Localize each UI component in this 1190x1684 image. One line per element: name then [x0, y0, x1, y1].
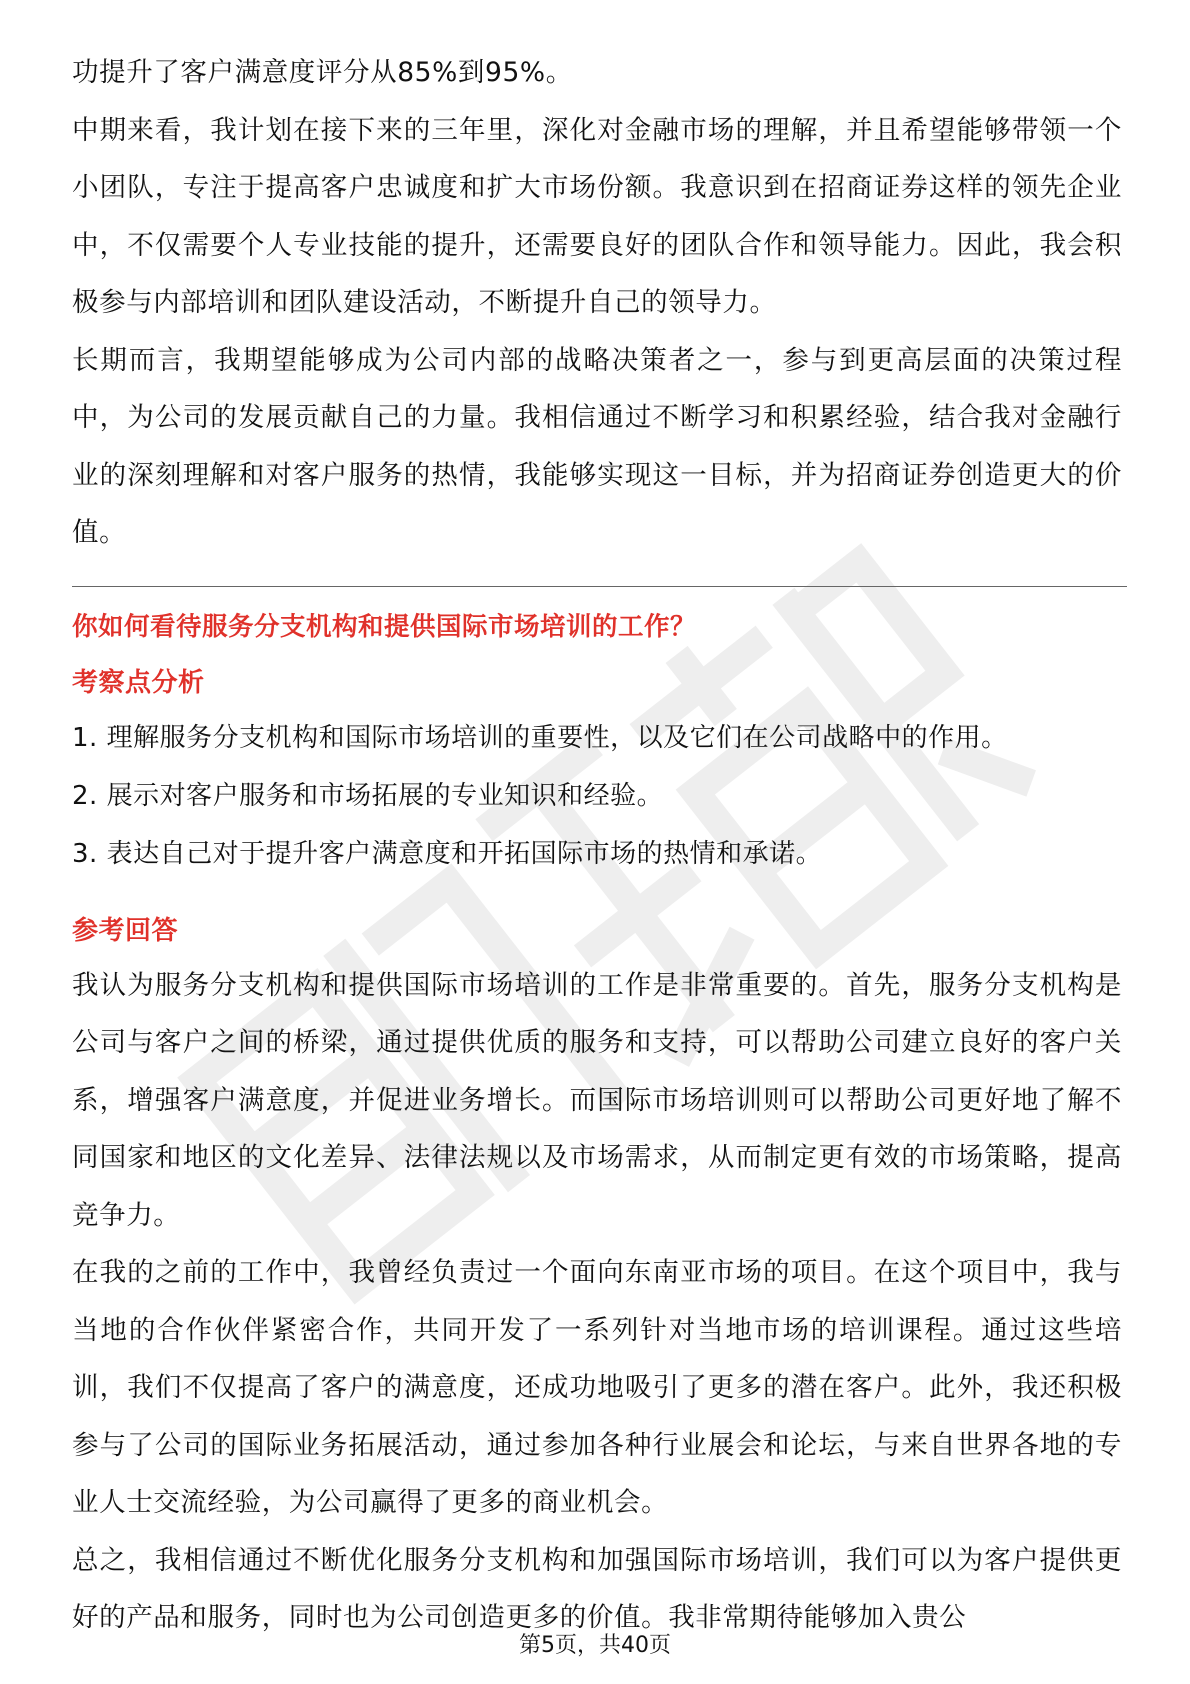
analysis-item-1: 1. 理解服务分支机构和国际市场培训的重要性，以及它们在公司战略中的作用。: [72, 722, 1008, 753]
answer-paragraph-2: 在我的之前的工作中，我曾经负责过一个面向东南亚市场的项目。在这个项目中，我与当地的合作伙伴紧密合作，共同开发了一系列针对当地市场的培训课程。通过这些培训，我们不仅提高了客户的满意度，还成功地吸引了更多的潜在客户。此外，我还积极参与了公司的国际业务拓展活动，通过参加各种行业展会和论坛，与来自世界各地的专业人士交流经验，为公司赢得了更多的商业机会。: [72, 1257, 1122, 1518]
answer-title: 参考回答: [72, 915, 179, 946]
analysis-item-2: 2. 展示对客户服务和市场拓展的专业知识和经验。: [72, 780, 664, 811]
answer-paragraph-1: 我认为服务分支机构和提供国际市场培训的工作是非常重要的。首先，服务分支机构是公司与客户之间的桥梁，通过提供优质的服务和支持，可以帮助公司建立良好的客户关系，增强客户满意度，并促进业务增长。而国际市场培训则可以帮助公司更好地了解不同国家和地区的文化差异、法律法规以及市场需求，从而制定更有效的市场策略，提高竞争力。: [72, 969, 1122, 1231]
paragraph-2: 中期来看，我计划在接下来的三年里，深化对金融市场的理解，并且希望能够带领一个小团队，专注于提高客户忠诚度和扩大市场份额。我意识到在招商证券这样的领先企业中，不仅需要个人专业技能的提升，还需要良好的团队合作和领导能力。因此，我会积极参与内部培训和团队建设活动，不断提升自己的领导力。: [72, 114, 1122, 318]
question-heading: 你如何看待服务分支机构和提供国际市场培训的工作？: [72, 611, 697, 642]
paragraph-1: 功提升了客户满意度评分从85%到95%。: [72, 57, 573, 88]
answer-paragraph-3: 总之，我相信通过不断优化服务分支机构和加强国际市场培训，我们可以为客户提供更好的产品和服务，同时也为公司创造更多的价值。我非常期待能够加入贵公: [72, 1544, 1122, 1633]
analysis-title: 考察点分析: [72, 667, 205, 698]
page-number: 第5页，共40页: [519, 1633, 671, 1658]
analysis-item-3: 3. 表达自己对于提升客户满意度和开拓国际市场的热情和承诺。: [72, 838, 823, 869]
document-body: [72, 44, 1122, 1647]
paragraph-3: 长期而言，我期望能够成为公司内部的战略决策者之一，参与到更高层面的决策过程中，为公司的发展贡献自己的力量。我相信通过不断学习和积累经验，结合我对金融行业的深刻理解和对客户服务的热情，我能够实现这一目标，并为招商证券创造更大的价值。: [72, 344, 1122, 548]
section-divider: [72, 586, 1127, 587]
